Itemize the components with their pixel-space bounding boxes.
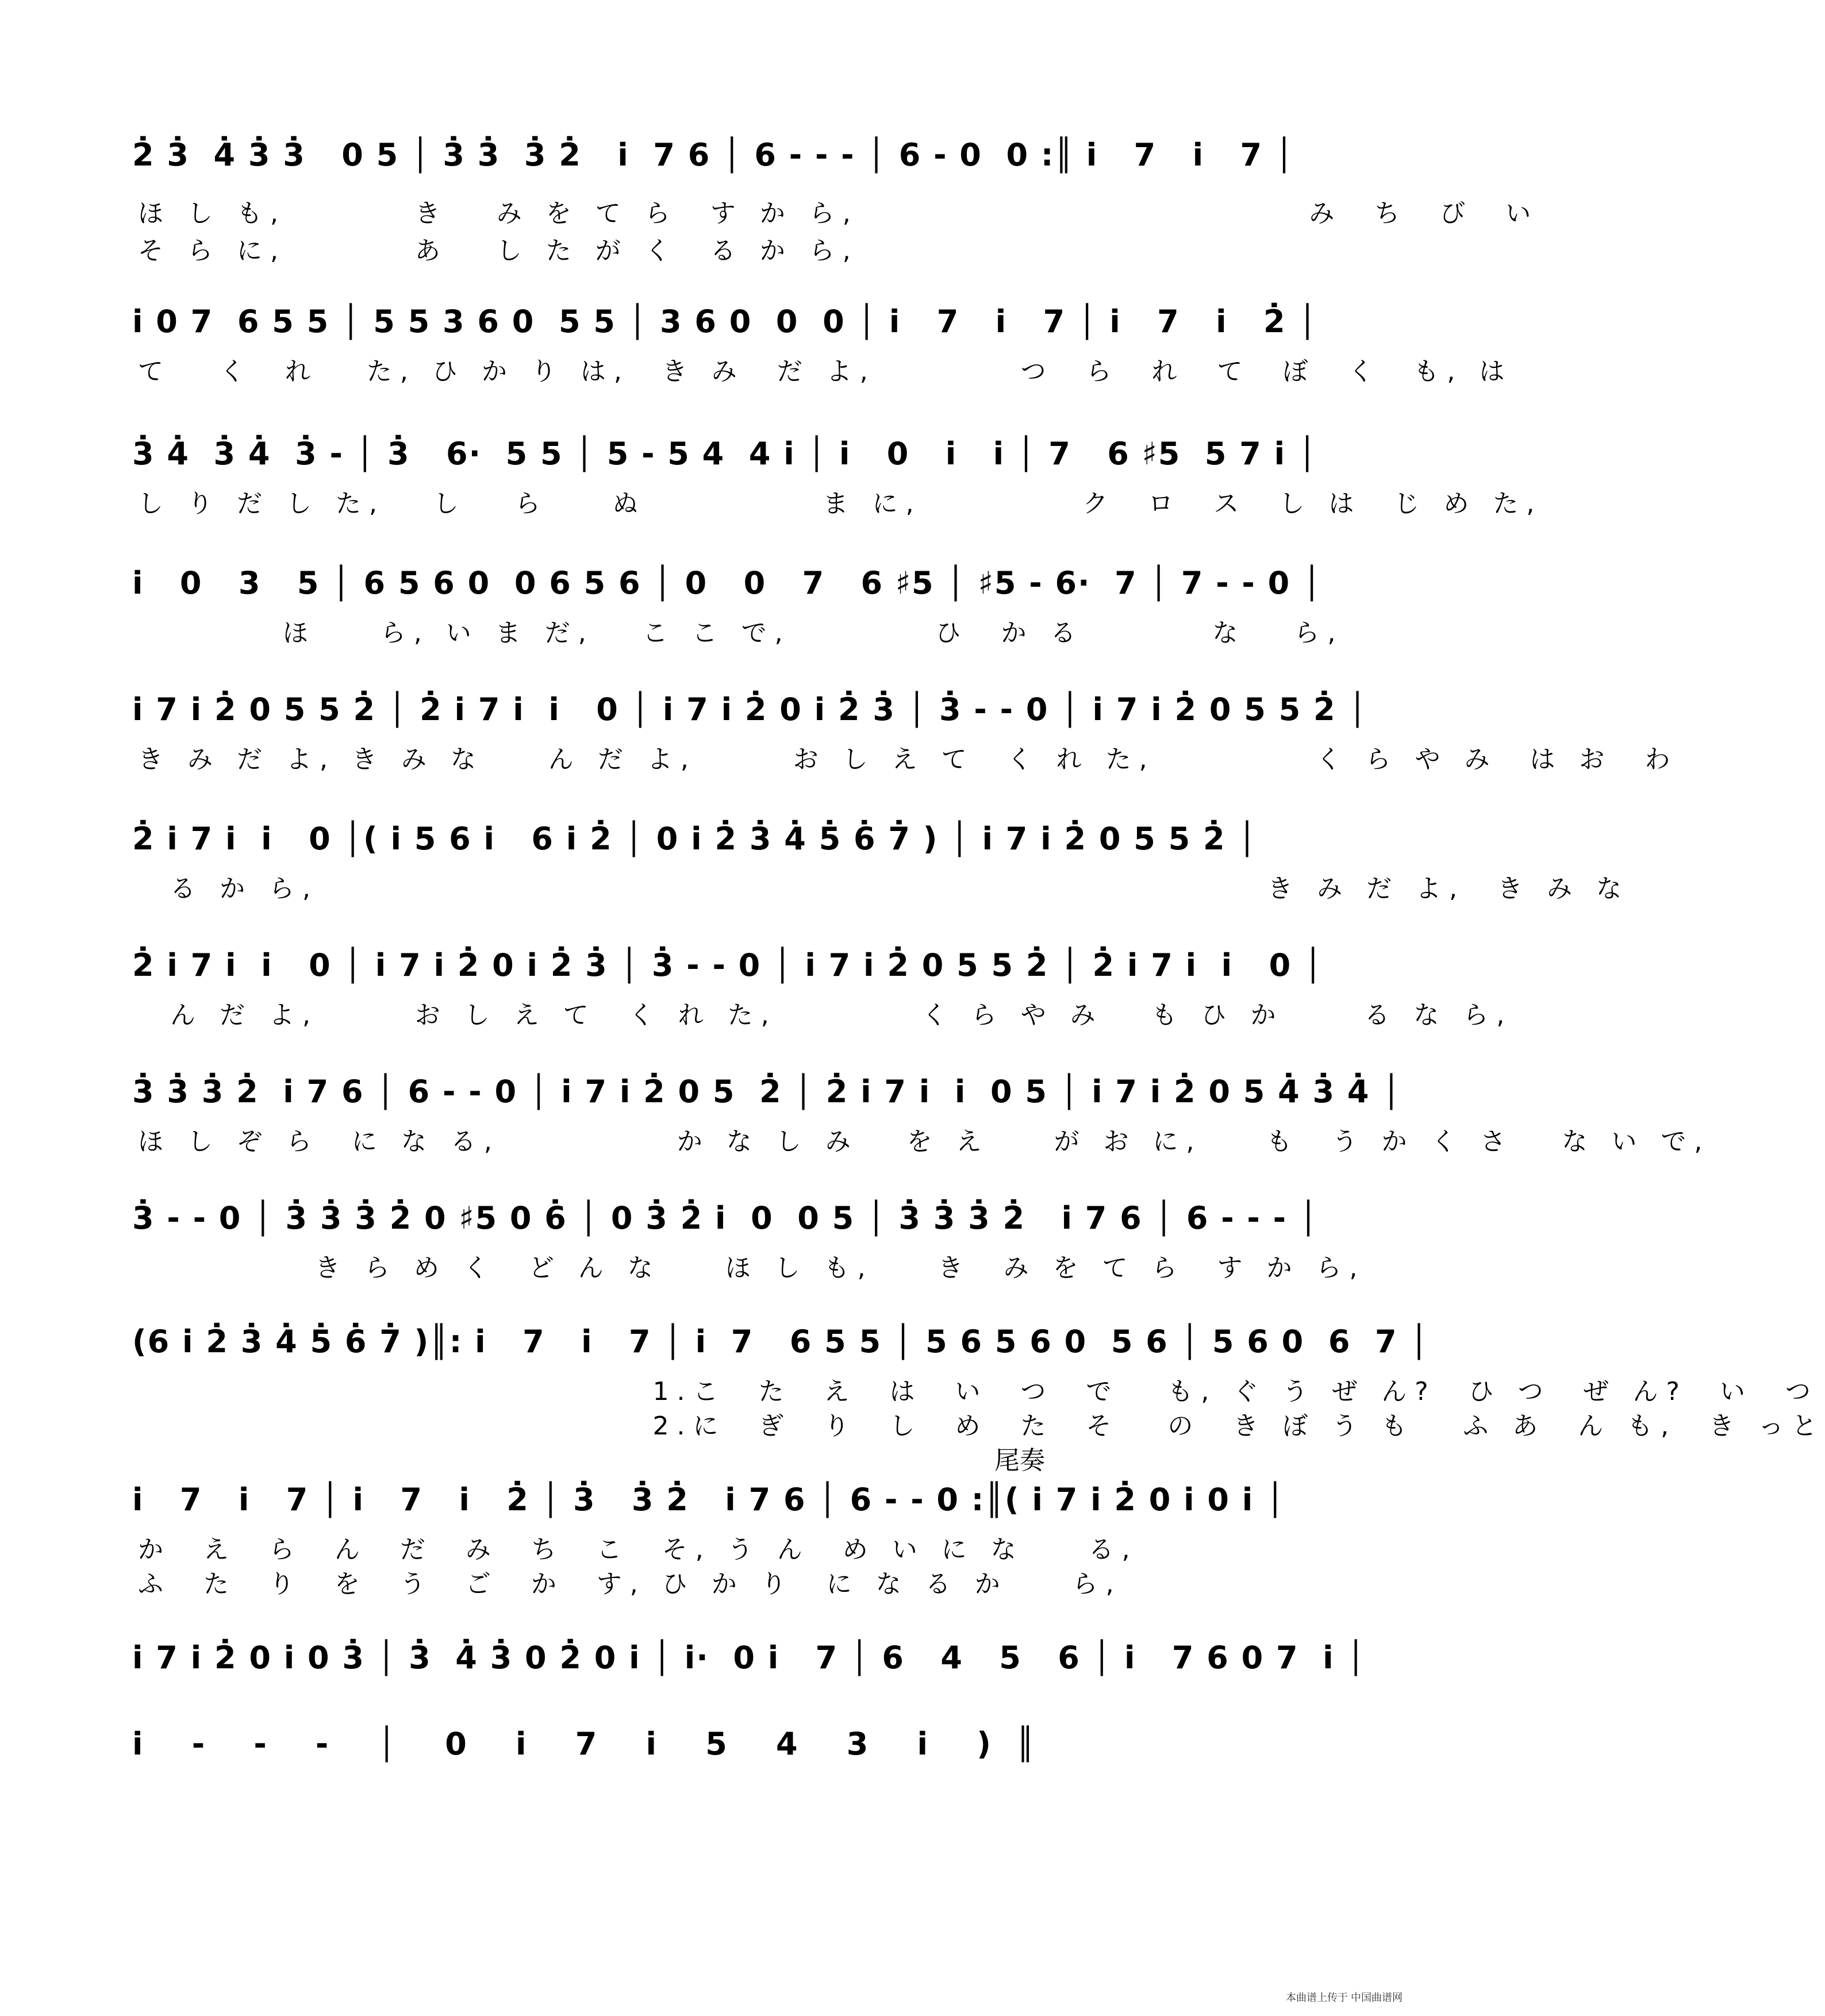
notation-line: 3̇ - - 0 │ 3̇ 3̇ 3̇ 2̇ 0 ♯5 0 6̇ │ 0 3̇ 2̇ i̇ 0 0 5 │ 3̇ 3̇ 3̇ 2̇ i̇ 7 6 │ 6 - - - │	[132, 1200, 1319, 1236]
lyric-line: 2.に ぎ り し め た そ の き ぼ う も ふ あ ん も, き っと	[138, 1411, 1825, 1441]
notation-line: (6 i̇ 2̇ 3̇ 4̇ 5̇ 6̇ 7̇ )║: i̇ 7 i̇ 7 │ i̇ 7 6 5 5 │ 5 6 5 6 0 5 6 │ 5 6 0 6 7 │	[132, 1324, 1430, 1360]
lyric-line: ん だ よ, お し え て く れ た, く ら や み も ひ か る な ら,	[138, 1001, 1513, 1030]
lyric-line: ほ ら, い ま だ, こ こ で, ひ か る な ら,	[138, 618, 1344, 648]
lyric-line: 1.こ た え は い つ で も, ぐ う ぜ ん? ひ つ ぜ ん? い つ	[138, 1377, 1819, 1406]
footer-credit: 本曲谱上传于 中国曲谱网	[1286, 1992, 1403, 2003]
notation-line: i̇ 0 3 5 │ 6 5 6 0 0 6 5 6 │ 0 0 7 6 ♯5 │ ♯5 - 6· 7 │ 7 - - 0 │	[132, 565, 1323, 601]
lyric-line: ほ し ぞ ら に な る, か な し み を え が お に, も う か く さ な い で,	[138, 1127, 1711, 1156]
lyric-line: ほ し も, き み を て ら す か ら, み ち び い	[138, 199, 1539, 228]
section-label: 尾奏	[994, 1446, 1045, 1475]
lyric-line: き ら め く ど ん な ほ し も, き み を て ら す か ら,	[138, 1253, 1366, 1283]
notation-line: i̇ 7 i̇ 2̇ 0 i̇ 0 3̇ │ 3̇ 4̇ 3̇ 0 2̇ 0 i̇ │ i̇· 0 i̇ 7 │ 6 4 5 6 │ i̇ 7 6 0 7 i̇ │	[132, 1640, 1366, 1676]
notation-line: i̇ 7 i̇ 2̇ 0 5 5 2̇ │ 2̇ i̇ 7 i̇ i̇ 0 │ i̇ 7 i̇ 2̇ 0 i̇ 2̇ 3̇ │ 3̇ - - 0 │ i̇ 7 i̇ 2̇ 0 5 5 2̇ │	[132, 691, 1368, 728]
notation-line: 2̇ i̇ 7 i̇ i̇ 0 │( i̇ 5 6 i̇ 6 i̇ 2̇ │ 0 i̇ 2̇ 3̇ 4̇ 5̇ 6̇ 7̇ ) │ i̇ 7 i̇ 2̇ 0 5 5 2̇ │	[132, 821, 1258, 857]
lyric-line: き み だ よ, き み な ん だ よ, お し え て く れ た, く ら や み は お わ	[138, 745, 1678, 774]
lyric-line: る か ら, き み だ よ, き み な	[138, 874, 1630, 903]
notation-line: i̇ 7 i̇ 7 │ i̇ 7 i̇ 2̇ │ 3̇ 3̇ 2̇ i̇ 7 6 │ 6 - - 0 :║( i̇ 7 i̇ 2̇ 0 i̇ 0 i̇ │	[132, 1482, 1286, 1518]
lyric-line: そ ら に, あ し た が く る か ら,	[138, 236, 859, 266]
lyric-line: か え ら ん だ み ち こ そ, う ん め い に な る,	[138, 1535, 1138, 1564]
lyric-line: し り だ し た, し ら ぬ ま に, ク ロ ス し は じ め た,	[138, 489, 1543, 518]
notation-line: 2̇ i̇ 7 i̇ i̇ 0 │ i̇ 7 i̇ 2̇ 0 i̇ 2̇ 3̇ │ 3̇ - - 0 │ i̇ 7 i̇ 2̇ 0 5 5 2̇ │ 2̇ i̇ 7 i̇ i̇ 0 │	[132, 947, 1324, 983]
notation-line: i̇ 0 7 6 5 5 │ 5 5 3 6 0 5 5 │ 3 6 0 0 0 │ i̇ 7 i̇ 7 │ i̇ 7 i̇ 2̇ │	[132, 303, 1318, 340]
notation-line: i̇ - - - │ 0 i̇ 7 i̇ 5 4 3 i̇ ) ║	[132, 1726, 1036, 1762]
notation-line: 2̇ 3̇ 4̇ 3̇ 3̇ 0 5 │ 3̇ 3̇ 3̇ 2̇ i̇ 7 6 │ 6 - - - │ 6 - 0 0 :║ i̇ 7 i̇ 7 │	[132, 137, 1295, 173]
lyric-line: て く れ た, ひ か り は, き み だ よ, つ ら れ て ぼ く も, は	[138, 357, 1513, 386]
lyric-line: ふ た り を う ご か す, ひ か り に な る か ら,	[138, 1569, 1122, 1599]
notation-line: 3̇ 4̇ 3̇ 4̇ 3̇ - │ 3̇ 6· 5 5 │ 5 - 5 4 4 i̇ │ i̇ 0 i̇ i̇ │ 7 6 ♯5 5 7 i̇ │	[132, 436, 1318, 472]
notation-line: 3̇ 3̇ 3̇ 2̇ i̇ 7 6 │ 6 - - 0 │ i̇ 7 i̇ 2̇ 0 5 2̇ │ 2̇ i̇ 7 i̇ i̇ 0 5 │ i̇ 7 i̇ 2̇ 0 5 4̇ 3̇ 4̇ │	[132, 1074, 1402, 1110]
